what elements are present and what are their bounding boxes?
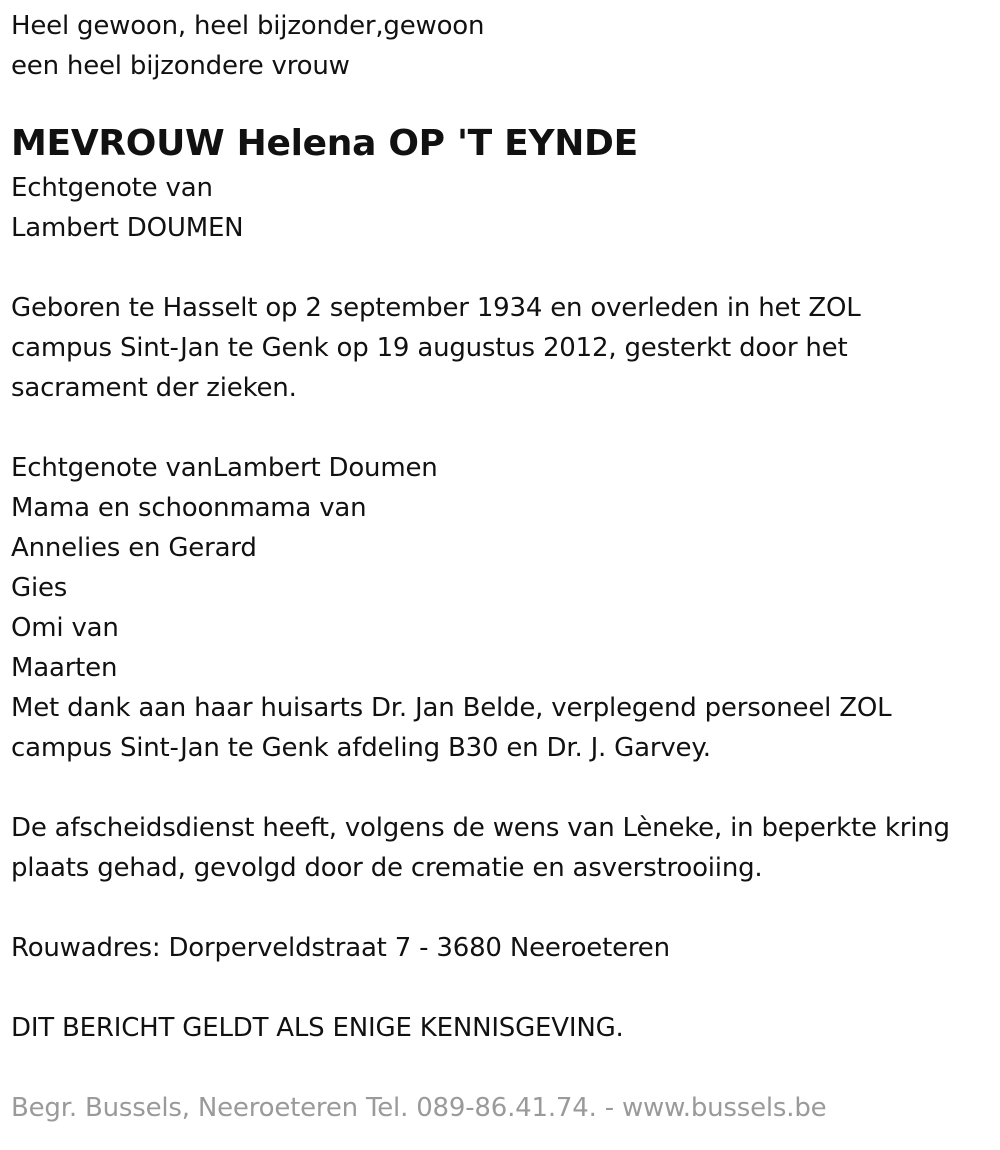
spouse-intro-line-2: Lambert DOUMEN [11, 213, 244, 243]
spacer [11, 248, 991, 288]
deceased-name: MEVROUW Helena OP 'T EYNDE [11, 123, 638, 164]
spacer [11, 1048, 991, 1088]
birth-death-line-2: campus Sint-Jan te Genk op 19 augustus 2012, gesterkt door het [11, 333, 848, 363]
spacer [11, 768, 991, 808]
spacer [11, 968, 991, 1008]
ceremony-line-2: plaats gehad, gevolgd door de crematie en asverstrooiing. [11, 853, 763, 883]
birth-death-line-1: Geboren te Hasselt op 2 september 1934 en overleden in het ZOL [11, 293, 861, 323]
spacer [11, 888, 991, 928]
family-line-1: Echtgenote vanLambert Doumen [11, 453, 438, 483]
funeral-home-footer: Begr. Bussels, Neeroeteren Tel. 089-86.41.74. - www.bussels.be [11, 1093, 827, 1123]
official-notice: DIT BERICHT GELDT ALS ENIGE KENNISGEVING. [11, 1013, 624, 1043]
motto-line-1: Heel gewoon, heel bijzonder,gewoon [11, 11, 485, 41]
thanks-line-2: campus Sint-Jan te Genk afdeling B30 en Dr. J. Garvey. [11, 733, 711, 763]
family-line-6: Maarten [11, 653, 118, 683]
family-line-4: Gies [11, 573, 68, 603]
obituary-notice [11, 6, 991, 1128]
family-line-5: Omi van [11, 613, 119, 643]
ceremony-line-1: De afscheidsdienst heeft, volgens de wens van Lèneke, in beperkte kring [11, 813, 950, 843]
birth-death-line-3: sacrament der zieken. [11, 373, 297, 403]
motto-line-2: een heel bijzondere vrouw [11, 51, 350, 81]
thanks-line-1: Met dank aan haar huisarts Dr. Jan Belde, verplegend personeel ZOL [11, 693, 892, 723]
spouse-intro-line-1: Echtgenote van [11, 173, 213, 203]
family-line-2: Mama en schoonmama van [11, 493, 367, 523]
spacer [11, 408, 991, 448]
mourning-address: Rouwadres: Dorperveldstraat 7 - 3680 Neeroeteren [11, 933, 670, 963]
family-line-3: Annelies en Gerard [11, 533, 257, 563]
